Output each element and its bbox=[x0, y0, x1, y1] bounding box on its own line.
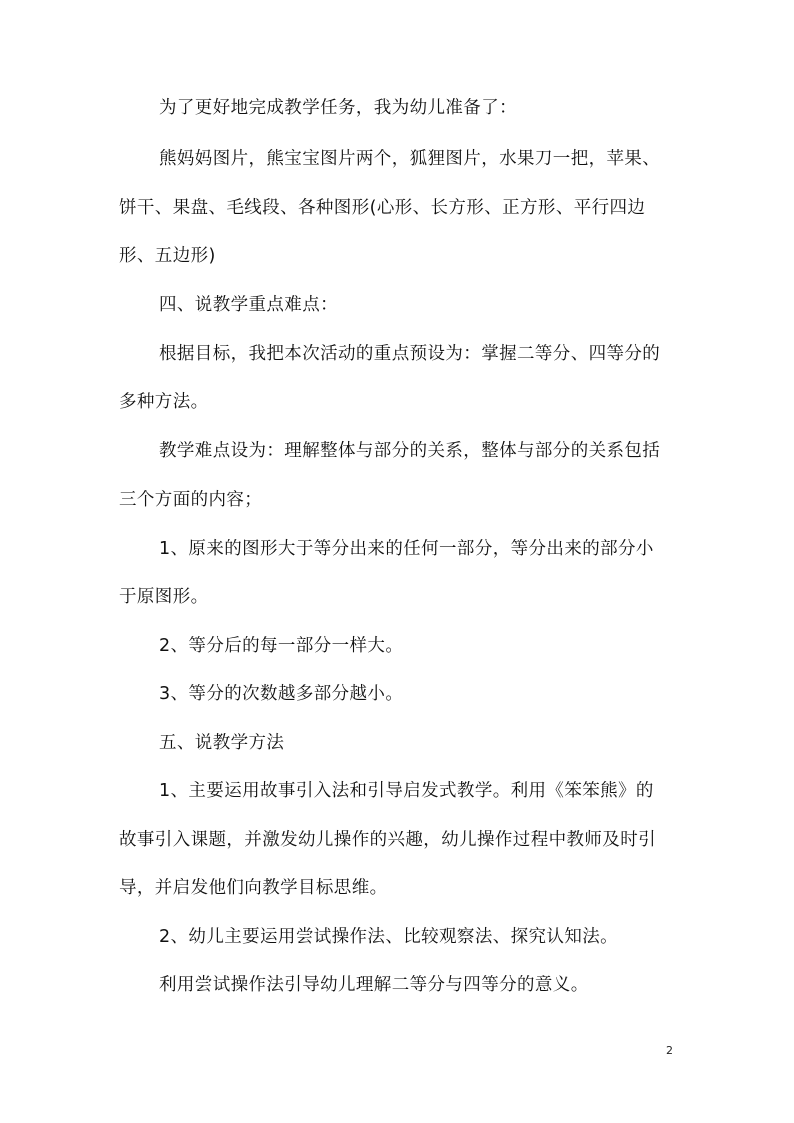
page-number: 2 bbox=[666, 1044, 673, 1057]
list-item-line: 2、等分后的每一部分一样大。 bbox=[159, 636, 404, 656]
list-item-line: 2、幼儿主要运用尝试操作法、比较观察法、探究认知法。 bbox=[159, 927, 619, 947]
paragraph-line: 利用尝试操作法引导幼儿理解二等分与四等分的意义。 bbox=[159, 975, 589, 995]
section-heading: 四、说教学重点难点： bbox=[159, 295, 338, 315]
list-item-line: 故事引入课题，并激发幼儿操作的兴趣，幼儿操作过程中教师及时引 bbox=[119, 830, 656, 850]
list-item-line: 导，并启发他们向教学目标思维。 bbox=[119, 878, 388, 898]
section-heading: 五、说教学方法 bbox=[159, 733, 285, 753]
paragraph-line: 熊妈妈图片，熊宝宝图片两个，狐狸图片，水果刀一把，苹果、 bbox=[159, 149, 661, 169]
list-item-line: 于原图形。 bbox=[119, 587, 209, 607]
paragraph-line: 多种方法。 bbox=[119, 392, 209, 412]
paragraph-line: 根据目标，我把本次活动的重点预设为：掌握二等分、四等分的 bbox=[159, 344, 661, 364]
paragraph-line: 三个方面的内容； bbox=[119, 490, 263, 510]
list-item-line: 1、主要运用故事引入法和引导启发式教学。利用《笨笨熊》的 bbox=[159, 781, 654, 801]
paragraph-line: 为了更好地完成教学任务，我为幼儿准备了： bbox=[159, 98, 517, 118]
list-item-line: 1、原来的图形大于等分出来的任何一部分，等分出来的部分小 bbox=[159, 539, 654, 559]
paragraph-line: 饼干、果盘、毛线段、各种图形(心形、长方形、正方形、平行四边 bbox=[119, 198, 646, 218]
list-item-line: 3、等分的次数越多部分越小。 bbox=[159, 684, 404, 704]
paragraph-line: 教学难点设为：理解整体与部分的关系，整体与部分的关系包括 bbox=[159, 441, 661, 461]
paragraph-line: 形、五边形) bbox=[119, 246, 216, 266]
